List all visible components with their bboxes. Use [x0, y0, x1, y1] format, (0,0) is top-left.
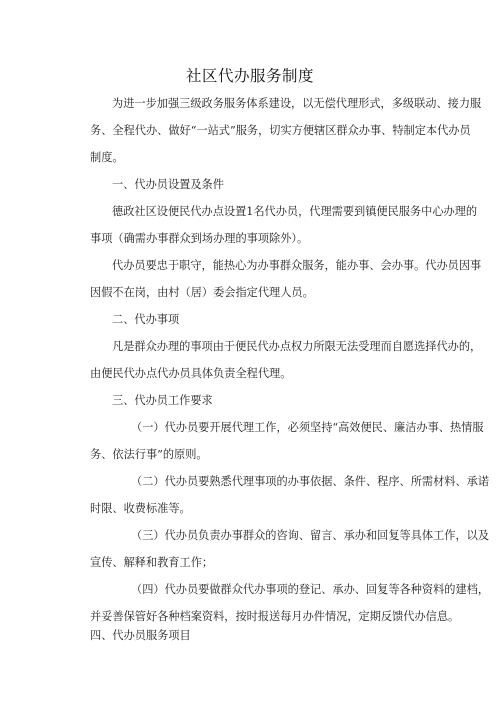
item-2-line-2: 时限、收费标准等。: [90, 502, 191, 515]
item-4-line-2: 并妥善保管好各种档案资料，按时报送每月办件情况，定期反馈代办信息。: [90, 610, 460, 623]
section-heading-4: 四、代办员服务项目: [90, 629, 191, 642]
section-heading-3: 三、代办员工作要求: [112, 394, 213, 407]
paragraph-1a-line-1: 德政社区设便民代办点设置1名代办员，代理需要到镇便民服务中心办理的: [112, 205, 478, 218]
section-heading-2: 二、代办事项: [112, 313, 180, 326]
item-2-line-1: （二）代办员要熟悉代理事项的办事依据、条件、程序、所需材料、承诺: [131, 475, 490, 488]
item-4-line-1: （四）代办员要做群众代办事项的登记、承办、回复等各种资料的建档，: [131, 583, 490, 596]
section-heading-1: 一、代办员设置及条件: [112, 178, 224, 191]
paragraph-intro-line-2: 务、全程代办、做好“一站式”服务，切实方便辖区群众办事、特制定本代办员: [90, 124, 471, 137]
paragraph-1b-line-2: 因假不在岗，由村（居）委会指定代理人员。: [90, 286, 314, 299]
paragraph-1a-line-2: 事项（确需办事群众到场办理的事项除外）。: [90, 232, 309, 245]
paragraph-intro-line-1: 为进一步加强三级政务服务体系建设，以无偿代理形式，多级联动、接力服: [112, 97, 482, 110]
document-title: 社区代办服务制度: [185, 67, 314, 85]
item-1-line-2: 务、依法行事”的原则。: [90, 448, 208, 461]
paragraph-2-line-2: 由便民代办点代办员具体负责全程代理。: [90, 367, 292, 380]
paragraph-intro-line-3: 制度。: [90, 151, 124, 164]
item-3-line-2: 宣传、解释和教育工作；: [90, 556, 214, 569]
paragraph-2-line-1: 凡是群众办理的事项由于便民代办点权力所限无法受理而自愿选择代办的，: [112, 340, 482, 353]
item-3-line-1: （三）代办员负责办事群众的咨询、留言、承办和回复等具体工作，以及: [131, 529, 490, 542]
paragraph-1b-line-1: 代办员要忠于职守，能热心为办事群众服务，能办事、会办事。代办员因事: [112, 259, 482, 272]
item-1-line-1: （一）代办员要开展代理工作，必须坚持“高效便民、廉洁办事、热情服: [131, 421, 484, 434]
